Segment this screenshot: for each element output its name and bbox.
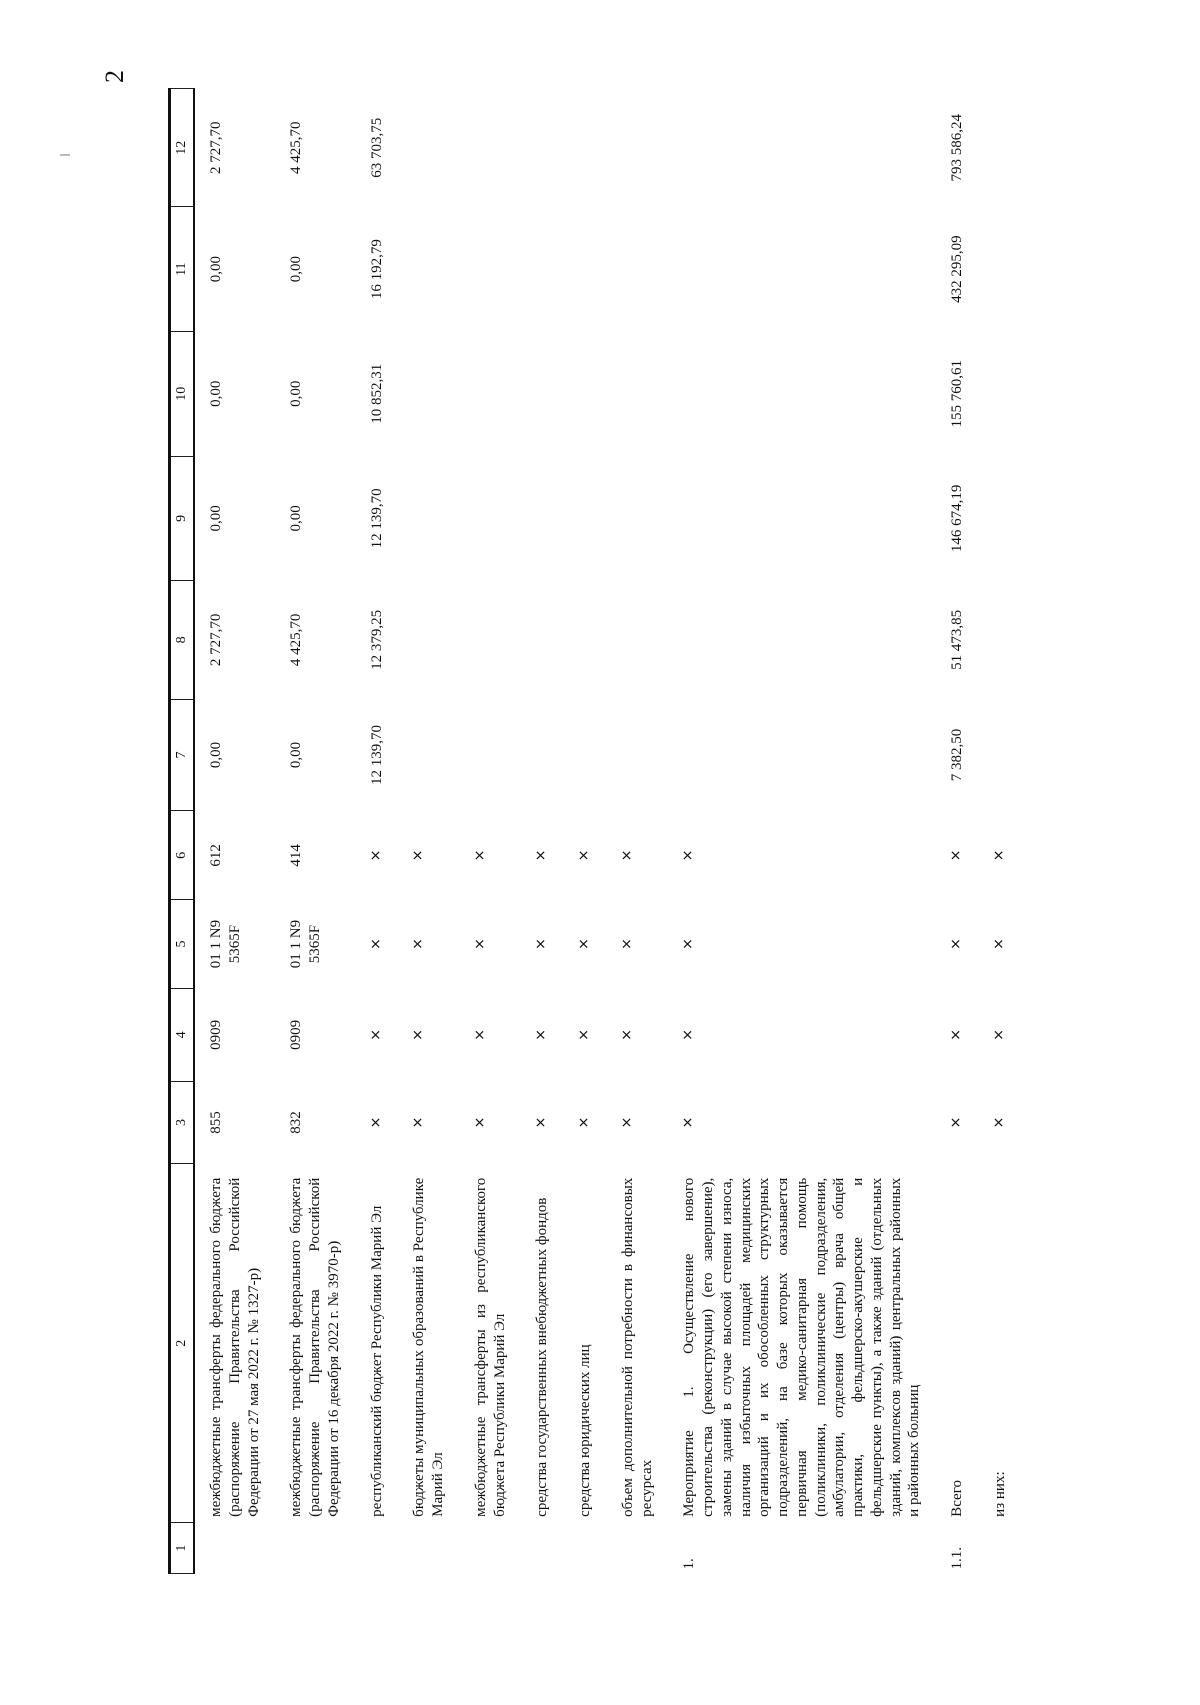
cell-c8 bbox=[398, 581, 460, 699]
cell-c3: 855 bbox=[208, 1111, 224, 1134]
column-number-row bbox=[170, 89, 195, 1574]
cell-c7 bbox=[521, 699, 564, 811]
cell-c7 bbox=[460, 699, 522, 811]
cell-c9 bbox=[979, 456, 1022, 581]
table-row bbox=[356, 89, 399, 1574]
row-number bbox=[979, 1523, 1022, 1574]
cell-c11: 0,00 bbox=[288, 256, 305, 283]
cell-c3: × bbox=[410, 1116, 427, 1129]
cell-c10: 10 852,31 bbox=[368, 363, 385, 424]
cell-c5: × bbox=[367, 938, 384, 950]
table-row bbox=[194, 89, 275, 1574]
cell-c11 bbox=[607, 207, 669, 332]
row-number bbox=[398, 1523, 460, 1574]
column-number: 9 bbox=[170, 456, 195, 581]
cell-c4: 0909 bbox=[208, 1019, 224, 1050]
cell-c9 bbox=[460, 456, 522, 581]
cell-c5: 01 1 N9 5365F bbox=[288, 919, 323, 969]
cell-c12: 793 586,24 bbox=[949, 113, 965, 182]
column-number: 7 bbox=[170, 699, 195, 811]
cell-c4: × bbox=[576, 1029, 592, 1041]
row-name: Всего bbox=[949, 1480, 965, 1517]
scan-mark bbox=[60, 154, 70, 156]
cell-c7: 0,00 bbox=[208, 741, 224, 769]
cell-c8 bbox=[460, 581, 522, 699]
cell-c11: 0,00 bbox=[208, 256, 224, 283]
cell-c12: 4 425,70 bbox=[288, 121, 305, 174]
column-number: 10 bbox=[170, 331, 195, 456]
cell-c6: × bbox=[680, 849, 697, 862]
row-name: межбюджетные трансферты из республиканского бюджета Республики Марий Эл bbox=[472, 1177, 508, 1517]
cell-c10 bbox=[564, 331, 607, 456]
cell-c6: × bbox=[410, 849, 427, 862]
cell-c6: 414 bbox=[288, 844, 305, 867]
cell-c5: × bbox=[618, 938, 635, 950]
row-number bbox=[194, 1523, 275, 1574]
cell-c11 bbox=[398, 207, 460, 332]
cell-c12 bbox=[979, 89, 1022, 207]
table-row bbox=[398, 89, 460, 1574]
cell-c7: 12 139,70 bbox=[368, 725, 385, 785]
row-number bbox=[356, 1523, 399, 1574]
cell-c3: × bbox=[990, 1116, 1007, 1129]
row-name: средства государственных внебюджетных фондов bbox=[534, 1197, 551, 1517]
cell-c12 bbox=[607, 89, 669, 207]
cell-c5: 01 1 N9 5365F bbox=[208, 919, 243, 969]
column-number: 6 bbox=[170, 811, 195, 900]
cell-c3: × bbox=[618, 1116, 635, 1129]
cell-c8 bbox=[668, 581, 936, 699]
row-number: 1.1. bbox=[949, 1547, 965, 1570]
row-number bbox=[521, 1523, 564, 1574]
cell-c3: × bbox=[471, 1116, 488, 1129]
cell-c12 bbox=[398, 89, 460, 207]
cell-c9 bbox=[521, 456, 564, 581]
cell-c10 bbox=[398, 331, 460, 456]
cell-c8: 12 379,25 bbox=[368, 609, 385, 670]
cell-c11 bbox=[564, 207, 607, 332]
cell-c4: × bbox=[990, 1029, 1007, 1041]
row-number bbox=[460, 1523, 522, 1574]
cell-c6: 612 bbox=[208, 844, 224, 867]
cell-c11: 432 295,09 bbox=[949, 235, 965, 303]
table-row bbox=[607, 89, 669, 1574]
row-number bbox=[607, 1523, 669, 1574]
row-name: межбюджетные трансферты федерального бюджета (распоряжение Правительства Российской Федерации от 27 мая 2022 г. № 1327-р) bbox=[208, 1177, 262, 1517]
cell-c9: 0,00 bbox=[208, 505, 224, 532]
cell-c10 bbox=[460, 331, 522, 456]
column-number: 11 bbox=[170, 207, 195, 332]
cell-c12 bbox=[668, 89, 936, 207]
cell-c11 bbox=[521, 207, 564, 332]
cell-c6: × bbox=[948, 849, 964, 862]
table-row bbox=[564, 89, 607, 1574]
cell-c3: × bbox=[367, 1116, 384, 1129]
cell-c6: × bbox=[576, 849, 592, 862]
cell-c10 bbox=[521, 331, 564, 456]
column-number: 5 bbox=[170, 900, 195, 989]
cell-c4: × bbox=[680, 1029, 697, 1041]
cell-c10: 155 760,61 bbox=[949, 360, 965, 428]
cell-c7 bbox=[398, 699, 460, 811]
cell-c3: × bbox=[948, 1116, 964, 1129]
cell-c4: × bbox=[618, 1029, 635, 1041]
cell-c9 bbox=[607, 456, 669, 581]
budget-table bbox=[168, 88, 1022, 1574]
row-name: объем дополнительной потребности в финансовых ресурсах bbox=[619, 1177, 655, 1517]
row-name: Мероприятие 1. Осуществление нового строительства (реконструкции) (его завершение), замены зданий в случае высокой степени износа, наличия избыточных площадей медицинских организаций и их обособленных структурных подразделений, на базе которых оказывается первичная медико-санитарная помощь (поликлиники, поликлинические подразделения, амбулатории, отделения (центры) врача общей практики, фельдшерско-акушерские и фельдшерские пункты), а также зданий (отдельных зданий, комплексов зданий) центральных районных и районных больниц bbox=[681, 1177, 923, 1517]
cell-c10: 0,00 bbox=[208, 380, 224, 407]
cell-c5: × bbox=[410, 938, 427, 950]
column-number: 4 bbox=[170, 988, 195, 1081]
cell-c4: × bbox=[410, 1029, 427, 1041]
column-number: 12 bbox=[170, 89, 195, 207]
column-number: 2 bbox=[170, 1164, 195, 1523]
cell-c6: × bbox=[367, 849, 384, 862]
cell-c12 bbox=[521, 89, 564, 207]
cell-c10: 0,00 bbox=[288, 380, 305, 407]
cell-c4: 0909 bbox=[288, 1019, 305, 1050]
cell-c3: 832 bbox=[288, 1111, 305, 1134]
cell-c6: × bbox=[618, 849, 635, 862]
cell-c10 bbox=[979, 331, 1022, 456]
cell-c6: × bbox=[533, 849, 550, 862]
cell-c5: × bbox=[576, 938, 592, 950]
cell-c4: × bbox=[948, 1029, 964, 1041]
row-name: межбюджетные трансферты федерального бюджета (распоряжение Правительства Российской Федерации от 16 декабря 2022 г. № 3970-р) bbox=[288, 1177, 342, 1517]
cell-c12: 63 703,75 bbox=[368, 117, 385, 178]
cell-c4: × bbox=[367, 1029, 384, 1041]
cell-c7 bbox=[607, 699, 669, 811]
cell-c8: 51 473,85 bbox=[949, 609, 965, 670]
cell-c12 bbox=[460, 89, 522, 207]
cell-c6: × bbox=[471, 849, 488, 862]
cell-c7 bbox=[668, 699, 936, 811]
cell-c11: 16 192,79 bbox=[368, 239, 385, 300]
page-number: 2 bbox=[100, 70, 129, 83]
row-number: 1. bbox=[681, 1558, 698, 1570]
cell-c4: × bbox=[471, 1029, 488, 1041]
cell-c12: 2 727,70 bbox=[208, 121, 224, 174]
cell-c8: 2 727,70 bbox=[208, 613, 224, 667]
cell-c5: × bbox=[948, 938, 964, 950]
cell-c4: × bbox=[533, 1029, 550, 1041]
cell-c9: 0,00 bbox=[288, 505, 305, 532]
cell-c12 bbox=[564, 89, 607, 207]
cell-c5: × bbox=[471, 938, 488, 950]
row-name: бюджеты муниципальных образований в Республике Марий Эл bbox=[411, 1177, 446, 1517]
rotated-page bbox=[40, 52, 1160, 1652]
table-row bbox=[460, 89, 522, 1574]
cell-c5: × bbox=[533, 938, 550, 950]
cell-c7 bbox=[979, 699, 1022, 811]
cell-c7 bbox=[564, 699, 607, 811]
cell-c8 bbox=[521, 581, 564, 699]
table-body bbox=[194, 89, 1022, 1574]
cell-c9: 12 139,70 bbox=[368, 488, 385, 549]
cell-c10 bbox=[668, 331, 936, 456]
cell-c6: × bbox=[990, 849, 1007, 862]
table-row bbox=[275, 89, 355, 1574]
cell-c11 bbox=[668, 207, 936, 332]
cell-c5: × bbox=[990, 938, 1007, 950]
cell-c8: 4 425,70 bbox=[288, 613, 305, 667]
cell-c3: × bbox=[533, 1116, 550, 1129]
cell-c3: × bbox=[576, 1116, 592, 1129]
cell-c9 bbox=[668, 456, 936, 581]
cell-c5: × bbox=[680, 938, 697, 950]
cell-c7: 7 382,50 bbox=[949, 728, 965, 782]
table-row bbox=[979, 89, 1022, 1574]
cell-c9 bbox=[564, 456, 607, 581]
column-number: 3 bbox=[170, 1081, 195, 1163]
cell-c10 bbox=[607, 331, 669, 456]
row-name: республиканский бюджет Республики Марий Эл bbox=[368, 1205, 385, 1517]
row-number bbox=[275, 1523, 355, 1574]
cell-c8 bbox=[979, 581, 1022, 699]
table-row bbox=[521, 89, 564, 1574]
cell-c3: × bbox=[680, 1116, 697, 1129]
table-row bbox=[936, 89, 979, 1574]
cell-c9: 146 674,19 bbox=[949, 484, 965, 553]
cell-c8 bbox=[607, 581, 669, 699]
cell-c11 bbox=[979, 207, 1022, 332]
table-row bbox=[668, 89, 936, 1574]
cell-c8 bbox=[564, 581, 607, 699]
column-number: 1 bbox=[170, 1523, 195, 1574]
row-name: из них: bbox=[991, 1471, 1008, 1517]
cell-c9 bbox=[398, 456, 460, 581]
row-number bbox=[564, 1523, 607, 1574]
cell-c7: 0,00 bbox=[288, 741, 305, 769]
row-name: средства юридических лиц bbox=[577, 1344, 593, 1517]
cell-c11 bbox=[460, 207, 522, 332]
column-number: 8 bbox=[170, 581, 195, 699]
